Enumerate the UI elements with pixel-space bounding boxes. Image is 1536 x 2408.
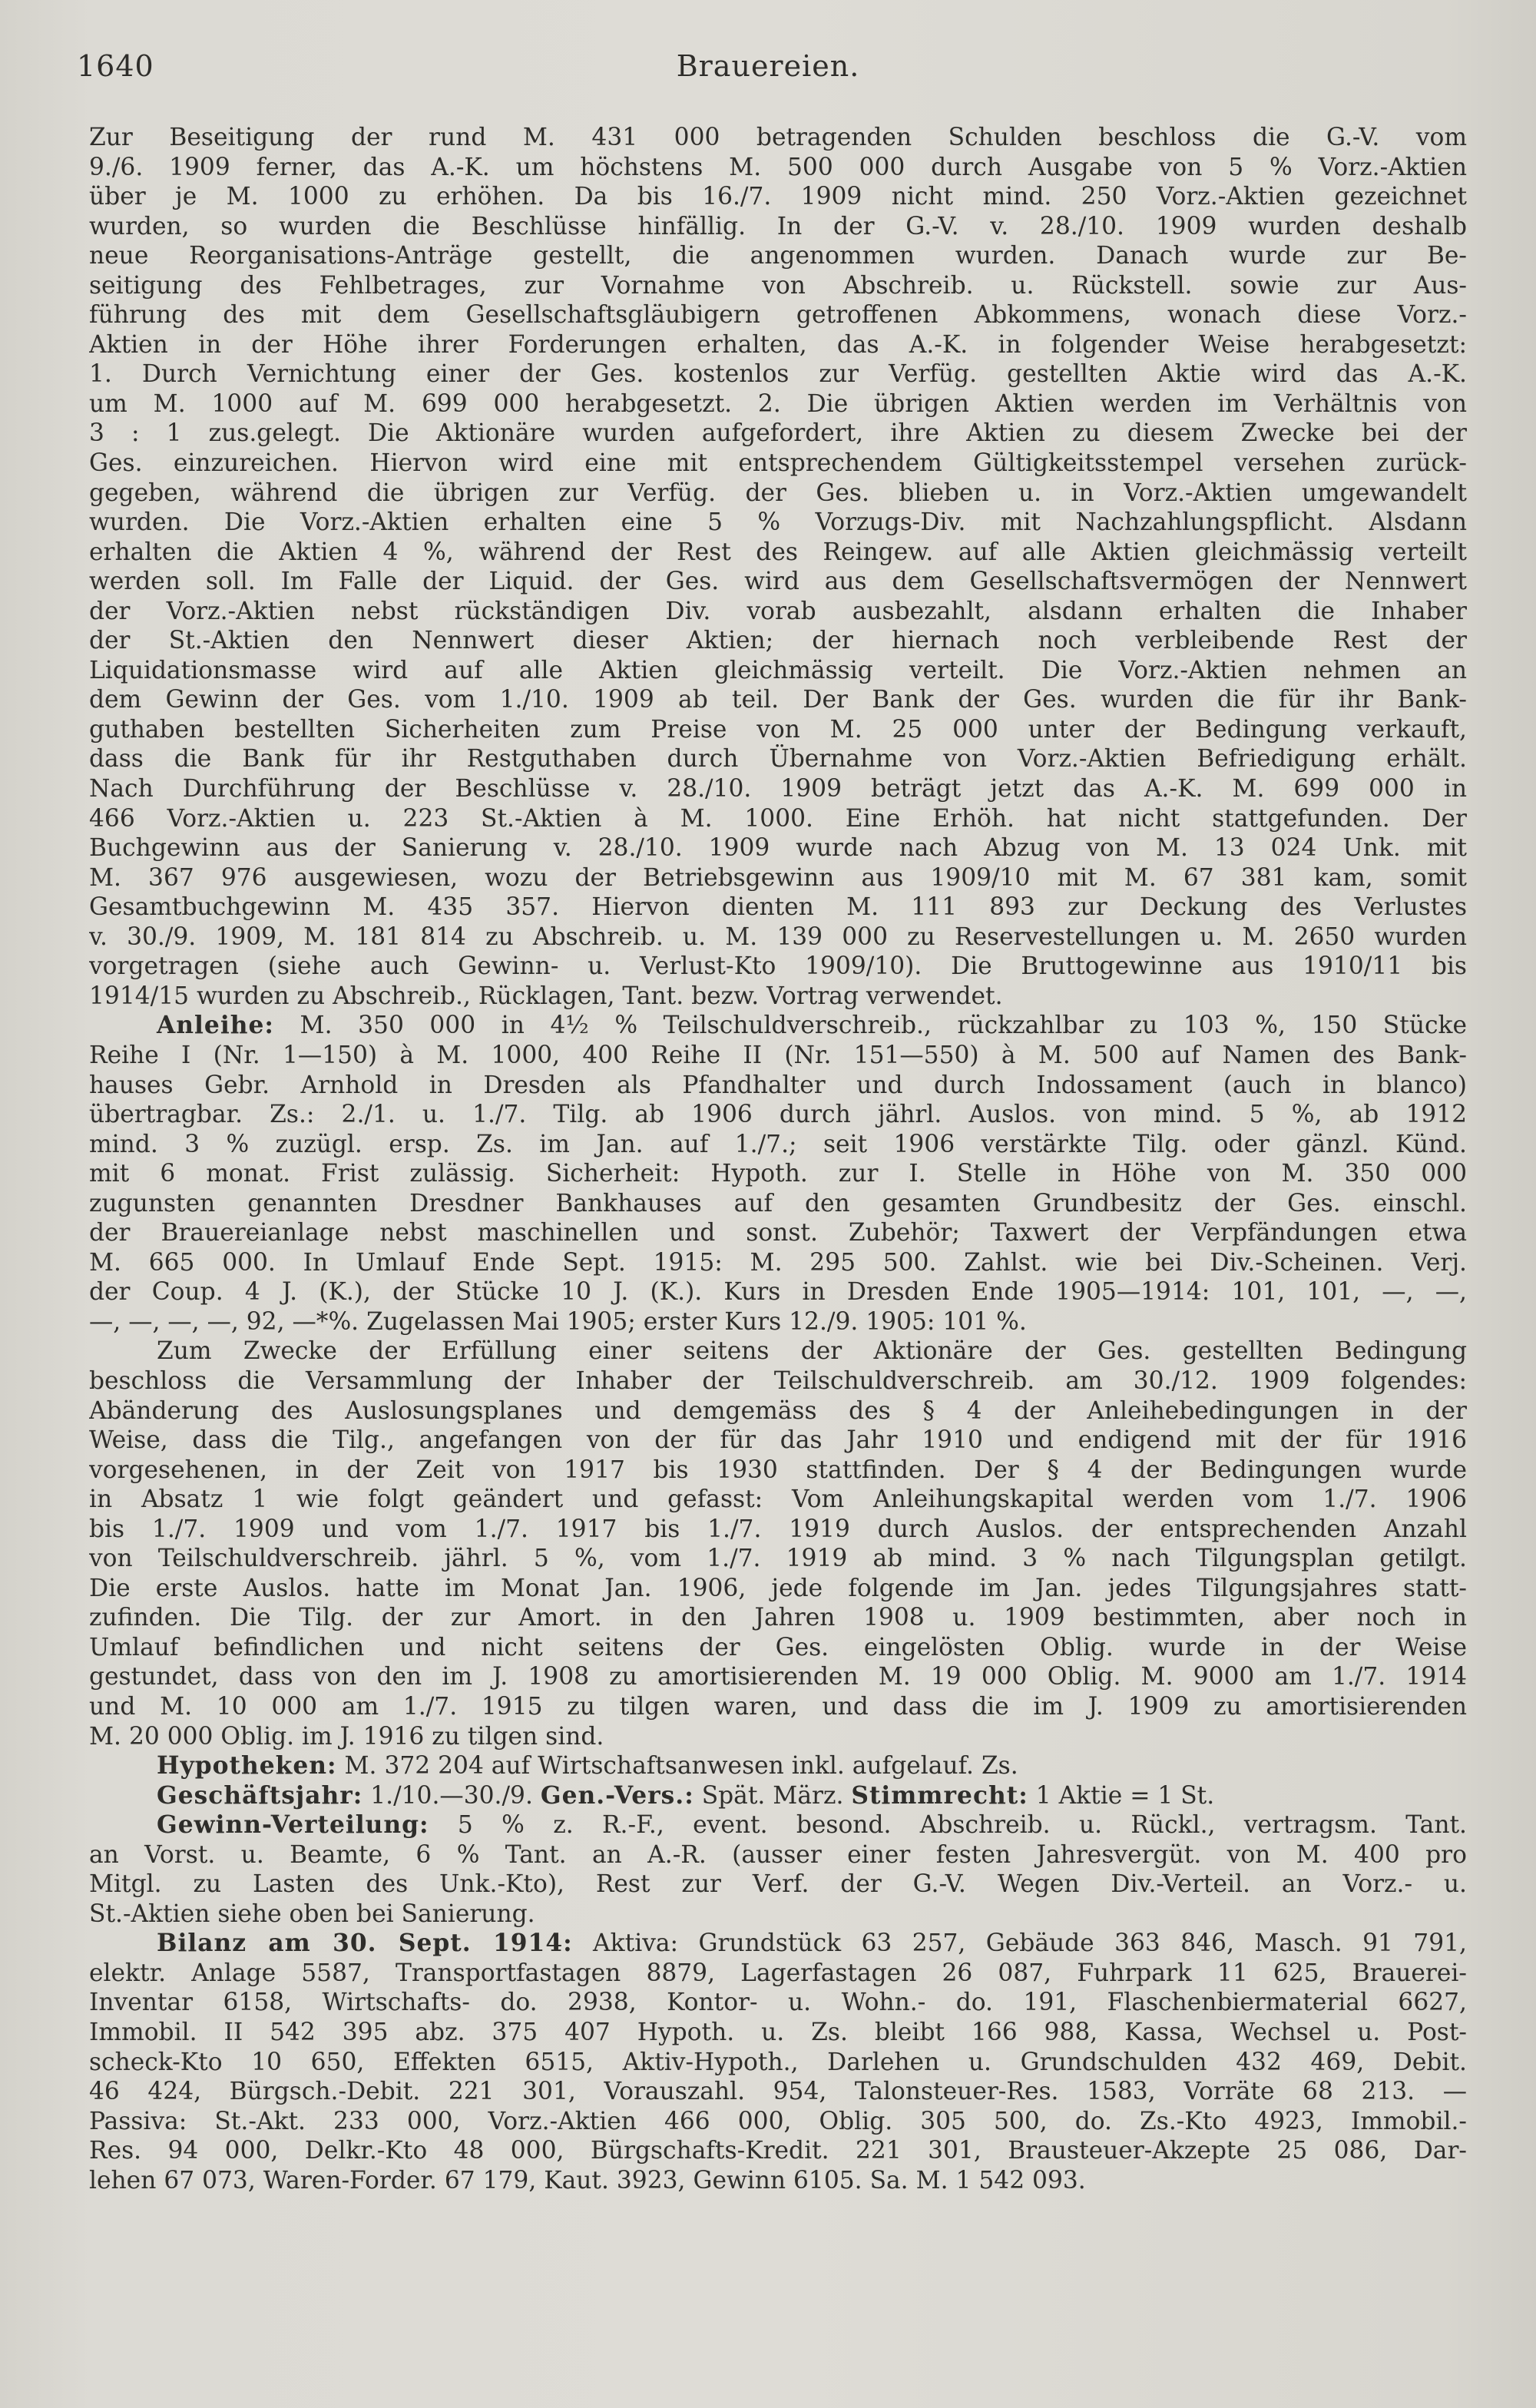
text-line xyxy=(89,1781,1467,1811)
line-text: 1914/15 wurden zu Abschreib., Rücklagen, Tant. bezw. Vortrag verwendet. xyxy=(89,982,1003,1010)
section-label: Gen.-Vers.: xyxy=(540,1781,694,1810)
line-text: zugunsten genannten Dresdner Bankhauses auf den gesamten Grundbesitz der Ges. einschl. xyxy=(89,1189,1467,1217)
text-line xyxy=(89,123,1467,153)
text-line xyxy=(89,479,1467,508)
line-text: Reihe I (Nr. 1—150) à M. 1000, 400 Reihe II (Nr. 151—550) à M. 500 auf Namen des Bank- xyxy=(89,1041,1467,1069)
line-text: wurden, so wurden die Beschlüsse hinfällig. In der G.-V. v. 28./10. 1909 wurden deshalb xyxy=(89,212,1467,240)
text-line xyxy=(89,300,1467,330)
line-text: Ges. einzureichen. Hiervon wird eine mit entsprechendem Gültigkeitsstempel versehen zurück- xyxy=(89,449,1467,478)
line-text: mind. 3 % zuzügl. ersp. Zs. im Jan. auf 1./7.; seit 1906 verstärkte Tilg. oder gänzl. Künd. xyxy=(89,1130,1467,1158)
text-line xyxy=(89,1336,1467,1366)
text-line xyxy=(89,2077,1467,2107)
line-text: mit 6 monat. Frist zulässig. Sicherheit: Hypoth. zur I. Stelle in Höhe von M. 350 000 xyxy=(89,1160,1467,1188)
text-line xyxy=(89,212,1467,242)
text-line xyxy=(89,1485,1467,1515)
text-line xyxy=(89,1988,1467,2018)
line-text: hauses Gebr. Arnhold in Dresden als Pfandhalter und durch Indossament (auch in blanco) xyxy=(89,1071,1467,1099)
line-text: Passiva: St.-Akt. 233 000, Vorz.-Aktien 466 000, Oblig. 305 500, do. Zs.-Kto 4923, Immobil.- xyxy=(89,2107,1467,2135)
line-text: an Vorst. u. Beamte, 6 % Tant. an A.-R. (ausser einer festen Jahresvergüt. von M. 400 pro xyxy=(89,1840,1467,1869)
text-line xyxy=(89,1900,1467,1929)
line-text: Weise, dass die Tilg., angefangen von der für das Jahr 1910 und endigend mit der für 1916 xyxy=(89,1426,1467,1455)
line-text: über je M. 1000 zu erhöhen. Da bis 16./7. 1909 nicht mind. 250 Vorz.-Aktien gezeichnet xyxy=(89,183,1467,211)
section-label: Gewinn-Verteilung: xyxy=(157,1811,429,1840)
text-line xyxy=(89,1544,1467,1574)
line-text: vorgesehenen, in der Zeit von 1917 bis 1930 stattfinden. Der § 4 der Bedingungen wurde xyxy=(89,1456,1467,1484)
line-text: Nach Durchführung der Beschlüsse v. 28./10. 1909 beträgt jetzt das A.-K. M. 699 000 in xyxy=(89,775,1467,803)
line-text: M. 20 000 Oblig. im J. 1916 zu tilgen sind. xyxy=(89,1722,604,1751)
text-line xyxy=(89,1456,1467,1486)
line-text: dem Gewinn der Ges. vom 1./10. 1909 ab teil. Der Bank der Ges. wurden die für ihr Bank- xyxy=(89,686,1467,714)
line-text: Gesamtbuchgewinn M. 435 357. Hiervon dienten M. 111 893 zur Deckung des Verlustes xyxy=(89,893,1467,922)
line-text: bis 1./7. 1909 und vom 1./7. 1917 bis 1./7. 1919 durch Auslos. der entsprechenden Anzahl xyxy=(89,1515,1467,1543)
line-text: beschloss die Versammlung der Inhaber der Teilschuldverschreib. am 30./12. 1909 folgendes: xyxy=(89,1366,1467,1395)
text-line xyxy=(89,389,1467,419)
line-text: Aktiva: Grundstück 63 257, Gebäude 363 846, Masch. 91 791, xyxy=(572,1929,1467,1958)
text-line xyxy=(89,1959,1467,1989)
line-text: M. 367 976 ausgewiesen, wozu der Betriebsgewinn aus 1909/10 mit M. 67 381 kam, somit xyxy=(89,863,1467,892)
line-text: M. 372 204 auf Wirtschaftsanwesen inkl. aufgelauf. Zs. xyxy=(336,1752,1018,1780)
text-line xyxy=(89,982,1467,1012)
line-text: um M. 1000 auf M. 699 000 herabgesetzt. 2. Die übrigen Aktien werden im Verhältnis von xyxy=(89,389,1467,418)
text-line xyxy=(89,597,1467,627)
line-text: und M. 10 000 am 1./7. 1915 zu tilgen waren, und dass die im J. 1909 zu amortisierenden xyxy=(89,1692,1467,1721)
line-text: scheck-Kto 10 650, Effekten 6515, Aktiv-Hypoth., Darlehen u. Grundschulden 432 469, Debit. xyxy=(89,2048,1467,2076)
line-text: von Teilschuldverschreib. jährl. 5 %, vom 1./7. 1919 ab mind. 3 % nach Tilgungsplan getilgt. xyxy=(89,1545,1467,1573)
line-text: der St.-Aktien den Nennwert dieser Aktien; der hiernach noch verbleibende Rest der xyxy=(89,627,1467,655)
body-text xyxy=(89,123,1467,2195)
text-line xyxy=(89,1870,1467,1900)
line-text: übertragbar. Zs.: 2./1. u. 1./7. Tilg. ab 1906 durch jährl. Auslos. von mind. 5 %, ab 1912 xyxy=(89,1101,1467,1129)
line-text: gestundet, dass von den im J. 1908 zu amortisierenden M. 19 000 Oblig. M. 9000 am 1./7. 1914 xyxy=(89,1663,1467,1691)
text-line xyxy=(89,153,1467,183)
line-text: St.-Aktien siehe oben bei Sanierung. xyxy=(89,1900,535,1928)
text-line xyxy=(89,182,1467,212)
line-text: 9./6. 1909 ferner, das A.-K. um höchstens M. 500 000 durch Ausgabe von 5 % Vorz.-Aktien xyxy=(89,153,1467,181)
text-line xyxy=(89,863,1467,893)
text-line xyxy=(89,1662,1467,1692)
line-text: dass die Bank für ihr Restguthaben durch Übernahme von Vorz.-Aktien Befriedigung erhält. xyxy=(89,745,1467,773)
line-text: Immobil. II 542 395 abz. 375 407 Hypoth. u. Zs. bleibt 166 988, Kassa, Wechsel u. Post- xyxy=(89,2019,1467,2046)
text-line xyxy=(89,656,1467,686)
text-line xyxy=(89,893,1467,922)
line-text: seitigung des Fehlbetrages, zur Vornahme von Abschreib. u. Rückstell. sowie zur Aus- xyxy=(89,271,1467,300)
text-line xyxy=(89,1041,1467,1071)
line-text: 1. Durch Vernichtung einer der Ges. kostenlos zur Verfüg. gestellten Aktie wird das A.-K. xyxy=(89,360,1467,389)
section-label: Geschäftsjahr: xyxy=(157,1781,363,1810)
page-header xyxy=(77,49,1459,95)
line-text: 466 Vorz.-Aktien u. 223 St.-Aktien à M. 1000. Eine Erhöh. hat nicht stattgefunden. Der xyxy=(89,804,1467,833)
text-line xyxy=(89,952,1467,982)
text-line xyxy=(89,1810,1467,1840)
text-line xyxy=(89,1277,1467,1307)
text-line xyxy=(89,774,1467,804)
page-number: 1640 xyxy=(77,49,154,83)
text-line xyxy=(89,1515,1467,1545)
text-line xyxy=(89,419,1467,449)
text-line xyxy=(89,1307,1467,1337)
section-label: Anleihe: xyxy=(157,1012,274,1040)
line-text: 3 : 1 zus.gelegt. Die Aktionäre wurden aufgefordert, ihre Aktien zu diesem Zwecke bei der xyxy=(89,419,1467,448)
line-text: Umlauf befindlichen und nicht seitens der Ges. eingelösten Oblig. wurde in der Weise xyxy=(89,1633,1467,1661)
text-line xyxy=(89,685,1467,715)
text-line xyxy=(89,626,1467,656)
text-line xyxy=(89,2018,1467,2048)
text-line xyxy=(89,1751,1467,1781)
text-line xyxy=(89,1426,1467,1456)
line-text: M. 665 000. In Umlauf Ende Sept. 1915: M. 295 500. Zahlst. wie bei Div.-Scheinen. Verj. xyxy=(89,1248,1467,1277)
text-line xyxy=(89,833,1467,863)
text-line xyxy=(89,1366,1467,1396)
line-text: werden soll. Im Falle der Liquid. der Ges. wird aus dem Gesellschaftsvermögen der Nennwert xyxy=(89,568,1467,596)
text-line xyxy=(89,241,1467,271)
section-label: Bilanz am 30. Sept. 1914: xyxy=(157,1929,573,1958)
line-text: M. 350 000 in 4½ % Teilschuldverschreib., rückzahlbar zu 103 %, 150 Stücke xyxy=(273,1012,1467,1040)
line-text: führung des mit dem Gesellschaftsgläubigern getroffenen Abkommens, wonach diese Vorz.- xyxy=(89,301,1467,330)
text-line xyxy=(89,1396,1467,1426)
text-line xyxy=(89,508,1467,538)
text-line xyxy=(89,538,1467,568)
text-line xyxy=(89,2136,1467,2166)
line-text: der Vorz.-Aktien nebst rückständigen Div. vorab ausbezahlt, alsdann erhalten die Inhaber xyxy=(89,597,1467,625)
text-line xyxy=(89,1840,1467,1870)
text-line xyxy=(89,1574,1467,1604)
text-line xyxy=(89,715,1467,745)
line-text: gegeben, während die übrigen zur Verfüg. der Ges. blieben u. in Vorz.-Aktien umgewandelt xyxy=(89,479,1467,507)
running-title: Brauereien. xyxy=(676,49,860,83)
line-text: 5 % z. R.-F., event. besond. Abschreib. u. Rückl., vertragsm. Tant. xyxy=(429,1811,1467,1840)
text-line xyxy=(89,567,1467,597)
text-line xyxy=(89,1633,1467,1663)
line-text: neue Reorganisations-Anträge gestellt, die angenommen wurden. Danach wurde zur Be- xyxy=(89,242,1467,270)
text-line xyxy=(89,330,1467,360)
text-line xyxy=(89,1071,1467,1101)
line-text: erhalten die Aktien 4 %, während der Rest des Reingew. auf alle Aktien gleichmässig verteilt xyxy=(89,538,1467,566)
line-text: 1 Aktie = 1 St. xyxy=(1028,1781,1215,1810)
text-line xyxy=(89,1189,1467,1219)
line-text: zufinden. Die Tilg. der zur Amort. in den Jahren 1908 u. 1909 bestimmten, aber noch in xyxy=(89,1604,1467,1632)
line-text: Zum Zwecke der Erfüllung einer seitens der Aktionäre der Ges. gestellten Bedingung xyxy=(157,1337,1467,1366)
line-text: —, —, —, —, 92, —*%. Zugelassen Mai 1905; erster Kurs 12./9. 1905: 101 %. xyxy=(89,1307,1027,1336)
text-line xyxy=(89,1248,1467,1278)
text-line xyxy=(89,2107,1467,2137)
line-text: lehen 67 073, Waren-Forder. 67 179, Kaut. 3923, Gewinn 6105. Sa. M. 1 542 093. xyxy=(89,2166,1086,2194)
text-line xyxy=(89,271,1467,301)
line-text: Die erste Auslos. hatte im Monat Jan. 1906, jede folgende im Jan. jedes Tilgungsjahres statt- xyxy=(89,1574,1467,1602)
line-text: vorgetragen (siehe auch Gewinn- u. Verlust-Kto 1909/10). Die Bruttogewinne aus 1910/11 bis xyxy=(89,952,1467,981)
text-line xyxy=(89,1722,1467,1752)
line-text: guthaben bestellten Sicherheiten zum Preise von M. 25 000 unter der Bedingung verkauft, xyxy=(89,715,1467,744)
text-line xyxy=(89,744,1467,774)
line-text: elektr. Anlage 5587, Transportfastagen 8879, Lagerfastagen 26 087, Fuhrpark 11 625, Brauerei- xyxy=(89,1959,1467,1987)
text-line xyxy=(89,2048,1467,2078)
line-text: Spät. März. xyxy=(694,1781,852,1810)
line-text: Inventar 6158, Wirtschafts- do. 2938, Kontor- u. Wohn.- do. 191, Flaschenbiermaterial 6627, xyxy=(89,1989,1467,2017)
section-label: Stimmrecht: xyxy=(851,1781,1028,1810)
line-text: Zur Beseitigung der rund M. 431 000 betragenden Schulden beschloss die G.-V. vom xyxy=(89,124,1467,151)
line-text: Mitgl. zu Lasten des Unk.-Kto), Rest zur Verf. der G.-V. Wegen Div.-Verteil. an Vorz.- u. xyxy=(89,1870,1467,1899)
line-text: Buchgewinn aus der Sanierung v. 28./10. 1909 wurde nach Abzug von M. 13 024 Unk. mit xyxy=(89,834,1467,863)
line-text: wurden. Die Vorz.-Aktien erhalten eine 5 % Vorzugs-Div. mit Nachzahlungspflicht. Alsdann xyxy=(89,508,1467,537)
line-text: v. 30./9. 1909, M. 181 814 zu Abschreib. u. M. 139 000 zu Reservestellungen u. M. 2650 wurden xyxy=(89,922,1467,951)
line-text: in Absatz 1 wie folgt geändert und gefasst: Vom Anleihungskapital werden vom 1./7. 1906 xyxy=(89,1486,1467,1514)
text-line xyxy=(89,1603,1467,1633)
text-line xyxy=(89,1011,1467,1041)
text-line xyxy=(89,1218,1467,1248)
text-line xyxy=(89,804,1467,834)
section-label: Hypotheken: xyxy=(157,1752,337,1780)
line-text: der Brauereianlage nebst maschinellen und sonst. Zubehör; Taxwert der Verpfändungen etwa xyxy=(89,1219,1467,1247)
text-line xyxy=(89,359,1467,389)
text-line xyxy=(89,1100,1467,1130)
line-text: Liquidationsmasse wird auf alle Aktien gleichmässig verteilt. Die Vorz.-Aktien nehmen an xyxy=(89,656,1467,684)
line-text: der Coup. 4 J. (K.), der Stücke 10 J. (K.). Kurs in Dresden Ende 1905—1914: 101, 101, —, —, xyxy=(89,1278,1467,1307)
text-line xyxy=(89,1159,1467,1189)
text-line xyxy=(89,1130,1467,1160)
text-line xyxy=(89,2166,1467,2196)
text-line xyxy=(89,1692,1467,1722)
text-line xyxy=(89,922,1467,952)
line-text: 1./10.—30./9. xyxy=(362,1781,541,1810)
line-text: Aktien in der Höhe ihrer Forderungen erhalten, das A.-K. in folgender Weise herabgesetzt: xyxy=(89,330,1467,359)
text-line xyxy=(89,1929,1467,1959)
text-line xyxy=(89,449,1467,479)
line-text: Abänderung des Auslosungsplanes und demgemäss des § 4 der Anleihebedingungen in der xyxy=(89,1396,1467,1425)
line-text: Res. 94 000, Delkr.-Kto 48 000, Bürgschafts-Kredit. 221 301, Brausteuer-Akzepte 25 086, Dar- xyxy=(89,2137,1467,2165)
line-text: 46 424, Bürgsch.-Debit. 221 301, Vorauszahl. 954, Talonsteuer-Res. 1583, Vorräte 68 213. — xyxy=(89,2078,1467,2106)
